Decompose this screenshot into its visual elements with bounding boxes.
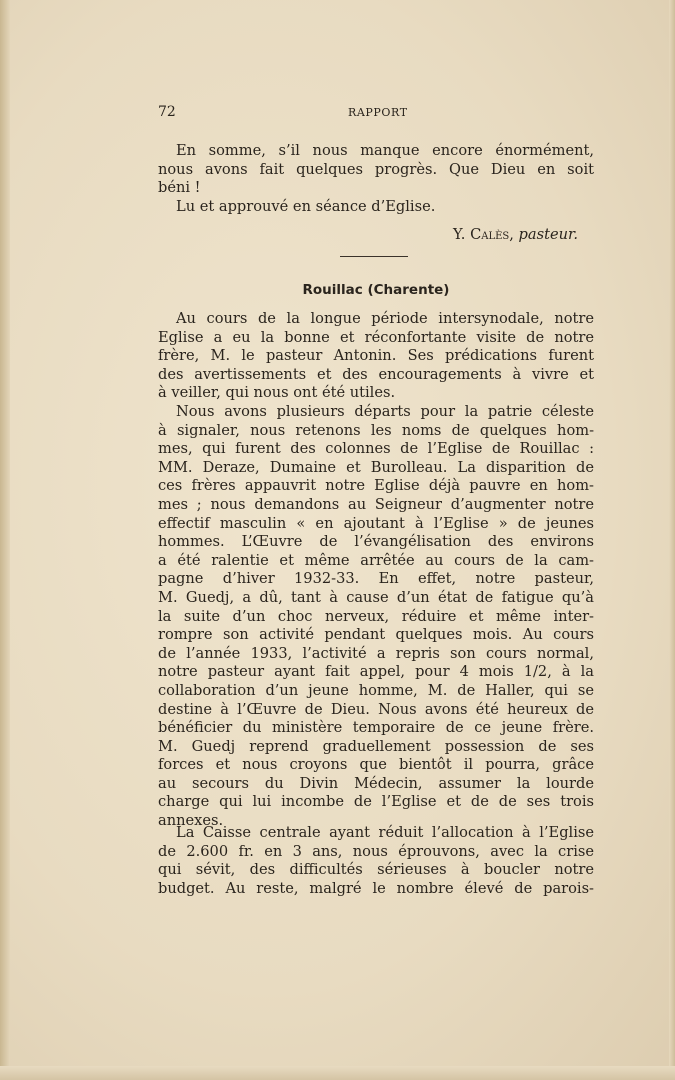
text-line: béni ! bbox=[158, 179, 201, 197]
signature-role: pasteur. bbox=[518, 226, 578, 243]
closing-paragraph bbox=[158, 142, 594, 198]
text-line: mes ; nous demandons au Seigneur d’augmenter notre bbox=[158, 495, 594, 513]
text-line: rompre son activité pendant quelques mois. Au cours bbox=[158, 626, 594, 644]
text-line: hommes. L’Œuvre de l’évangélisation des environs bbox=[158, 533, 594, 551]
text-line: effectif masculin « en ajoutant à l’Eglise » de jeunes bbox=[158, 514, 594, 532]
text-line: à veiller, qui nous ont été utiles. bbox=[158, 384, 396, 402]
text-line: nous avons fait quelques progrès. Que Dieu en soit bbox=[158, 160, 594, 178]
text-line: La Caisse centrale ayant réduit l’allocation à l’Eglise bbox=[176, 824, 594, 841]
text-line: de l’année 1933, l’activité a repris son cours normal, bbox=[158, 644, 594, 662]
signature-name: Y. Calès, bbox=[453, 226, 514, 243]
paragraph-visit bbox=[158, 310, 594, 403]
text-line: MM. Deraze, Dumaine et Burolleau. La disparition de bbox=[158, 458, 594, 476]
text-line: pagne d’hiver 1932-33. En effet, notre pasteur, bbox=[158, 570, 594, 588]
text-line: à signaler, nous retenons les noms de quelques hom- bbox=[158, 421, 594, 439]
paragraph-finances bbox=[158, 824, 594, 898]
text-line: mes, qui furent des colonnes de l’Eglise de Rouillac : bbox=[158, 440, 594, 458]
page-bottom-edge bbox=[0, 1066, 675, 1080]
text-line: ces frères appauvrit notre Eglise déjà pauvre en hom- bbox=[158, 477, 594, 495]
text-line: Nous avons plusieurs départs pour la patrie céleste bbox=[176, 403, 594, 420]
section-divider bbox=[340, 256, 408, 257]
text-line: notre pasteur ayant fait appel, pour 4 mois 1/2, à la bbox=[158, 663, 594, 681]
section-heading: Rouillac (Charente) bbox=[302, 282, 450, 298]
text-line: de 2.600 fr. en 3 ans, nous éprouvons, avec la crise bbox=[158, 842, 594, 860]
running-title: RAPPORT bbox=[348, 106, 408, 119]
text-line: En somme, s’il nous manque encore énormément, bbox=[176, 142, 594, 159]
text-line: Eglise a eu la bonne et réconfortante visite de notre bbox=[158, 328, 594, 346]
text-line: budget. Au reste, malgré le nombre élevé de parois- bbox=[158, 879, 594, 897]
text-line: annexes. bbox=[158, 812, 224, 830]
signature bbox=[158, 226, 578, 245]
text-line: destine à l’Œuvre de Dieu. Nous avons été heureux de bbox=[158, 700, 594, 718]
page-binding-edge bbox=[0, 0, 10, 1080]
text-line: frère, M. le pasteur Antonin. Ses prédications furent bbox=[158, 347, 594, 365]
text-line: qui sévit, des difficultés sérieuses à boucler notre bbox=[158, 861, 594, 879]
page-header bbox=[158, 104, 594, 124]
text-line: bénéficier du ministère temporaire de ce jeune frère. bbox=[158, 719, 594, 737]
text-line: M. Guedj, a dû, tant à cause d’un état de fatigue qu’à bbox=[158, 588, 594, 606]
text-line: la suite d’un choc nerveux, réduire et même inter- bbox=[158, 607, 594, 625]
text-line: des avertissements et des encouragements à vivre et bbox=[158, 365, 594, 383]
text-line: au secours du Divin Médecin, assumer la lourde bbox=[158, 774, 594, 792]
text-line: collaboration d’un jeune homme, M. de Haller, qui se bbox=[158, 681, 594, 699]
paragraph-departures bbox=[158, 403, 594, 831]
text-line: a été ralentie et même arrêtée au cours de la cam- bbox=[158, 551, 594, 569]
page-number: 72 bbox=[158, 104, 176, 120]
text-line: charge qui lui incombe de l’Eglise et de de ses trois bbox=[158, 793, 594, 811]
approval-line: Lu et approuvé en séance d’Eglise. bbox=[176, 198, 436, 215]
text-line: M. Guedj reprend graduellement possession de ses bbox=[158, 737, 594, 755]
text-line: Au cours de la longue période intersynodale, notre bbox=[176, 310, 594, 327]
text-line: forces et nous croyons que bientôt il pourra, grâce bbox=[158, 756, 594, 774]
page-right-edge bbox=[669, 0, 675, 1080]
approval-paragraph bbox=[158, 198, 594, 217]
